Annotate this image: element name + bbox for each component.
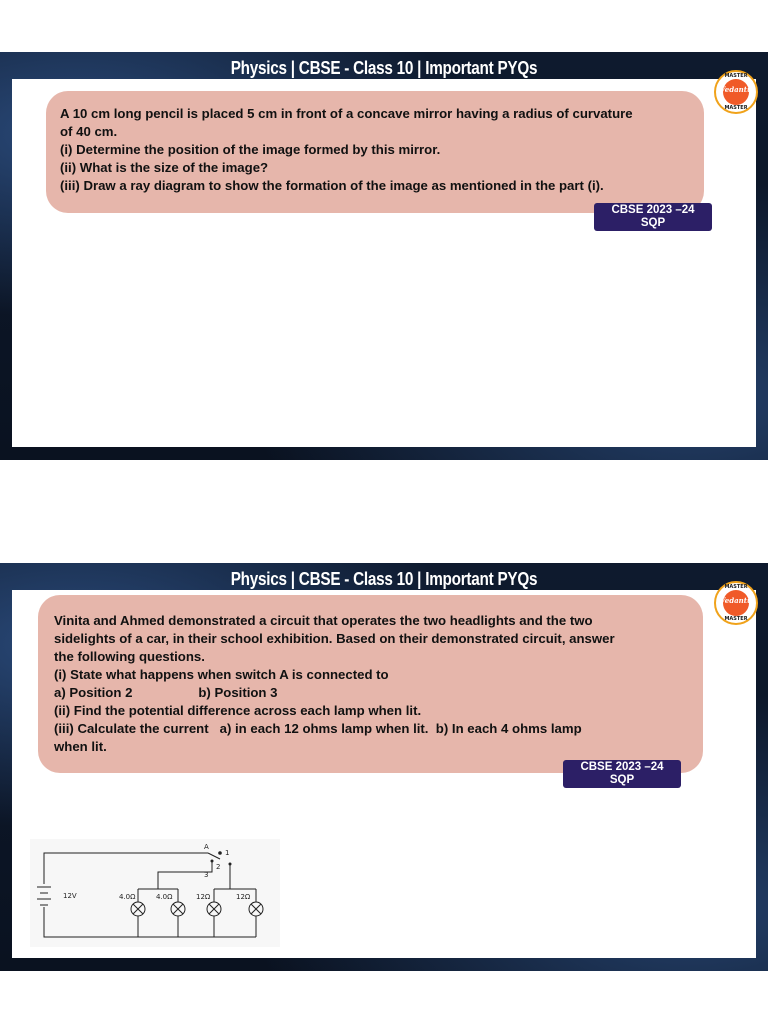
lamp-cross [251, 904, 261, 914]
source-badge [563, 760, 681, 788]
logo-caption-top: MASTER [724, 584, 748, 590]
question-box [38, 595, 703, 773]
badge-line: CBSE 2023 –24 [611, 204, 695, 216]
question-line: (ii) Find the potential difference across each lamp when lit. [54, 703, 422, 718]
position-label-1: 1 [225, 849, 230, 857]
logo-caption-bottom: MASTER [724, 616, 748, 622]
wire-top [44, 853, 208, 884]
question-line: Vinita and Ahmed demonstrated a circuit that operates the two headlights and the two [54, 613, 593, 628]
badge-line: SQP [640, 217, 666, 229]
question-line: sidelights of a car, in their school exhibition. Based on their demonstrated circuit, answer [54, 631, 615, 646]
question-line: the following questions. [54, 649, 205, 664]
badge-line: SQP [609, 774, 635, 786]
switch-contact-1 [218, 851, 222, 855]
lamp-label: 4.0Ω [119, 893, 136, 901]
question-line: (i) State what happens when switch A is connected to [54, 667, 389, 682]
circuit-svg [30, 839, 280, 947]
slide-1 [0, 52, 768, 460]
question-box [46, 91, 704, 213]
wire-bottom [44, 907, 256, 937]
logo-caption-top: MASTER [724, 73, 748, 79]
source-badge [594, 203, 712, 231]
lamp-label: 4.0Ω [156, 893, 173, 901]
switch-contact-2 [229, 863, 232, 866]
question-line: (iii) Calculate the current a) in each 12 ohms lamp when lit. b) In each 4 ohms lamp [54, 721, 582, 736]
question-line: (iii) Draw a ray diagram to show the formation of the image as mentioned in the part (i). [60, 178, 604, 193]
lamp-cross [133, 904, 143, 914]
lamp-cross [209, 904, 219, 914]
badge-line: CBSE 2023 –24 [580, 761, 664, 773]
lamp-label: 12Ω [236, 893, 251, 901]
slide-title: Physics | CBSE - Class 10 | Important PYQs [230, 58, 538, 78]
question-line: when lit. [54, 739, 107, 754]
logo-name: Vedantu [719, 596, 753, 605]
logo-name: Vedantu [719, 85, 753, 94]
question-line: (ii) What is the size of the image? [60, 160, 269, 175]
question-line: A 10 cm long pencil is placed 5 cm in front of a concave mirror having a radius of curvature [60, 106, 633, 121]
logo-caption-bottom: MASTER [724, 105, 748, 111]
slide-card [12, 79, 756, 447]
switch-contact-3 [211, 860, 214, 863]
battery-label: 12V [63, 892, 77, 900]
position-label-2: 2 [216, 863, 221, 871]
lamp-label: 12Ω [196, 893, 211, 901]
question-line: (i) Determine the position of the image formed by this mirror. [60, 142, 441, 157]
switch-label: A [204, 843, 209, 851]
brand-logo [714, 581, 758, 625]
slide-title: Physics | CBSE - Class 10 | Important PYQs [230, 569, 538, 589]
circuit-diagram [30, 839, 280, 947]
switch-lever [208, 853, 220, 859]
question-line: a) Position 2 b) Position 3 [54, 685, 278, 700]
lamp-cross [173, 904, 183, 914]
position-label-3: 3 [204, 871, 209, 879]
question-line: of 40 cm. [60, 124, 118, 139]
brand-logo [714, 70, 758, 114]
